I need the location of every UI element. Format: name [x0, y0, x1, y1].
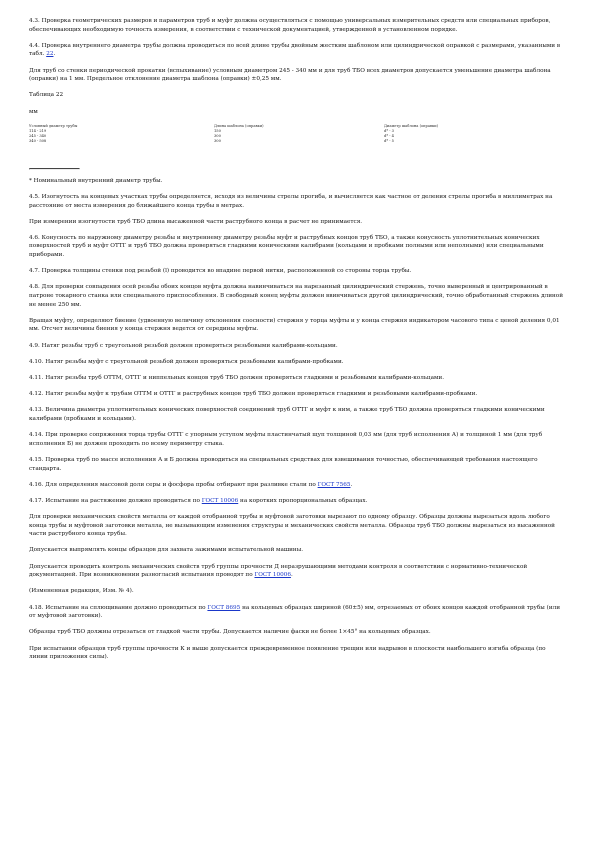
table-cell: d* - 4	[384, 133, 394, 138]
paragraph-4-16-text: 4.16. Для определения массовой доли серы и фосфора пробы отбирают при разливке стали по	[29, 481, 318, 488]
table-cell: d* - 5	[384, 138, 394, 143]
table-unit: мм	[29, 108, 38, 115]
gauge-table	[29, 124, 565, 144]
table-cell: d* - 3	[384, 128, 394, 133]
table-cell: 300	[214, 138, 221, 143]
paragraph-4-4-text: 4.4. Проверка внутреннего диаметра трубы должна проводиться по всей длине трубы двойным жестким шаблоном или цилиндрической оправкой с размерами, указанными в табл.	[29, 42, 561, 58]
paragraph-4-17-end: на коротких пропорциональных образцах.	[238, 497, 368, 504]
table-header-cell: Длина шаблона (оправки)	[214, 123, 264, 128]
table-header-cell: Диаметр шаблона (оправки)	[384, 123, 439, 128]
paragraph-4-17	[29, 497, 565, 506]
paragraph-4-17-ndt	[29, 563, 565, 580]
table-cell: 245 - 340	[29, 133, 47, 138]
paragraph-4-18-text: 4.18. Испытание на сплющивание должно проводиться по	[29, 604, 208, 611]
paragraph-4-12: 4.12. Натяг резьбы муфт к трубам ОТТМ и ОТТГ и раструбных концов труб ТБО должен проверяться гладкими и резьбовыми калибрами-пробками.	[29, 391, 478, 398]
paragraph-4-16	[29, 481, 565, 490]
amendment-note: (Измененная редакция, Изм. № 4).	[29, 588, 134, 595]
paragraph-4-5: 4.5. Изогнутость на концевых участках трубы определяется, исходя из величины стрелы прогиба, и вычисляется как частное от деления стрелы прогиба в миллиметрах на расстояние от места измерения до ближайшего конца трубы в метрах.	[29, 193, 553, 209]
footnote: * Номинальный внутренний диаметр трубы.	[29, 177, 163, 184]
paragraph-4-8-note: Вращая муфту, определяют биение (удвоенную величину отклонения соосности) стержня у торца муфты и у конца стержня индикатором часового типа с ценой деления 0,01 мм. Отсчет величины биения у конца стержня ведется от середины муфты.	[29, 317, 560, 333]
paragraph-4-6: 4.6. Конусность по наружному диаметру резьбы и внутреннему диаметру резьбы муфт и раструбных концов труб ТБО, а также конусность уплотнительных конических поверхностей труб и муфт ОТТГ и труб ТБО должна проверяться гладкими коническими калибрами (кольцами и пробками полными или неполными) или специальными приборами.	[29, 234, 544, 259]
paragraph-4-3: 4.3. Проверка геометрических размеров и параметров труб и муфт должна осуществляться с помощью универсальных измерительных средств или специальных приборов, обеспечивающих необходимую точность измерения, в соответствии с технической документацией, утвержденной в установленном порядке.	[29, 18, 551, 33]
paragraph-4-17-samples: Для проверки механических свойств металла от каждой отобранной трубы и муфтовой заготовки вырезают по одному образцу. Образцы должны вырезаться вдоль любого конца трубы и муфтовой заготовки металла, не вызывающим изменения структуры и механических свойств металла. Образцы труб ТБО должны вырезаться из высаженной части раструбного конца трубы.	[29, 514, 555, 538]
paragraph-4-18-tbo: Образцы труб ТБО должны отрезаться от гладкой части трубы. Допускается наличие фаски не более 1×45° на кольцевых образцах.	[29, 629, 431, 636]
paragraph-4-4-end: .	[53, 51, 56, 58]
paragraph-4-17-ndt-text: Допускается проводить контроль механических свойств труб группы прочности Д неразрушающими методами контроля в соответствии с нормативно-технической документацией. При возникновении разногласий испытания проводят по	[29, 563, 528, 579]
table-cell: 150	[214, 128, 221, 133]
gost-7565-link[interactable]: ГОСТ 7565	[317, 481, 351, 488]
paragraph-4-17-text: 4.17. Испытание на растяжение должно проводиться по	[29, 497, 202, 504]
gost-10006-link[interactable]: ГОСТ 10006	[201, 497, 239, 504]
paragraph-4-5-note: При измерении изогнутости труб ТБО длина высаженной части раструбного конца в расчет не принимается.	[29, 218, 363, 225]
paragraph-4-18-end: на кольцевых образцах шириной (60±5) мм, отрезаемых от обоих концов каждой отобранной трубы (или от муфтовой заготовки).	[29, 604, 561, 620]
paragraph-4-9: 4.9. Натяг резьбы труб с треугольной резьбой должен проверяться резьбовыми калибрами-кольцами.	[29, 342, 338, 349]
paragraph-4-4-note: Для труб со стенки периодической прокатки (вспыхивание) условным диаметром 245 - 340 мм и для труб ТБО всех диаметров допускается уменьшение диаметра шаблона (оправки) на 1 мм. Предельное отклонение диаметра шаблона (оправки) ±0,25 мм.	[29, 67, 551, 83]
table-cell: 300	[214, 133, 221, 138]
paragraph-4-17-straighten: Допускается выпрямлять концы образцов для захвата зажимами испытательной машины.	[29, 547, 304, 554]
paragraph-4-8: 4.8. Для проверки совпадения осей резьбы обоих концов муфта должна навинчиваться на нарезанный цилиндрический стержень, точно выверенный и центрированный в патроне токарного станка или специального приспособления. В свободный конец муфты должен ввинчиваться другой цилиндрический, точно обработанный стержень длиной не менее 250 мм.	[29, 284, 564, 308]
paragraph-4-4	[29, 42, 565, 59]
table-cell: 340 - 508	[29, 138, 47, 143]
paragraph-4-14: 4.14. При проверке сопряжения торца трубы ОТТГ с упорным уступом муфты пластинчатый щуп толщиной 0,03 мм (для труб исполнения А) и толщиной 1 мм (для труб исполнения Б) не должен проходить по всему периметру стыка.	[29, 432, 543, 447]
gost-8695-link[interactable]: ГОСТ 8695	[207, 604, 241, 611]
paragraph-4-10: 4.10. Натяг резьбы муфт с треугольной резьбой должен проверяться резьбовыми калибрами-пробками.	[29, 358, 344, 365]
paragraph-4-18	[29, 604, 565, 621]
paragraph-4-15: 4.15. Проверка труб по массе исполнения А и Б должна проводиться на специальных средствах для взвешивания точностью, обеспечивающей требования настоящего стандарта.	[29, 456, 538, 472]
paragraph-4-17-ndt-end: .	[290, 572, 293, 579]
table-header-cell: Условный диаметр трубы	[29, 123, 78, 128]
table-title: Таблица 22	[29, 92, 64, 99]
paragraph-4-11: 4.11. Натяг резьбы труб ОТТМ, ОТТГ и ниппельных концов труб ТБО должен проверяться гладкими и резьбовыми калибрами-кольцами.	[29, 374, 445, 381]
gost-10006-link-2[interactable]: ГОСТ 10006	[254, 572, 291, 579]
paragraph-4-18-cracks: При испытании образцов труб группы прочности К и выше допускается преждевременное появление трещин или надрывов в плоскости наибольшего изгиба образца (по линии приложения силы).	[29, 645, 546, 661]
paragraph-4-16-end: .	[350, 481, 353, 488]
table-cell: 114 - 219	[29, 128, 47, 133]
paragraph-4-7: 4.7. Проверка толщины стенки под резьбой (l) проводится во впадине первой нитки, расположенной со стороны торца трубы.	[29, 268, 412, 275]
table-22-link[interactable]: 22	[46, 51, 54, 58]
paragraph-4-13: 4.13. Величина диаметра уплотнительных конических поверхностей соединений труб ОТТГ и муфт к ним, а также труб ТБО должна проверяться гладкими коническими калибрами (пробками и кольцами).	[29, 407, 545, 422]
